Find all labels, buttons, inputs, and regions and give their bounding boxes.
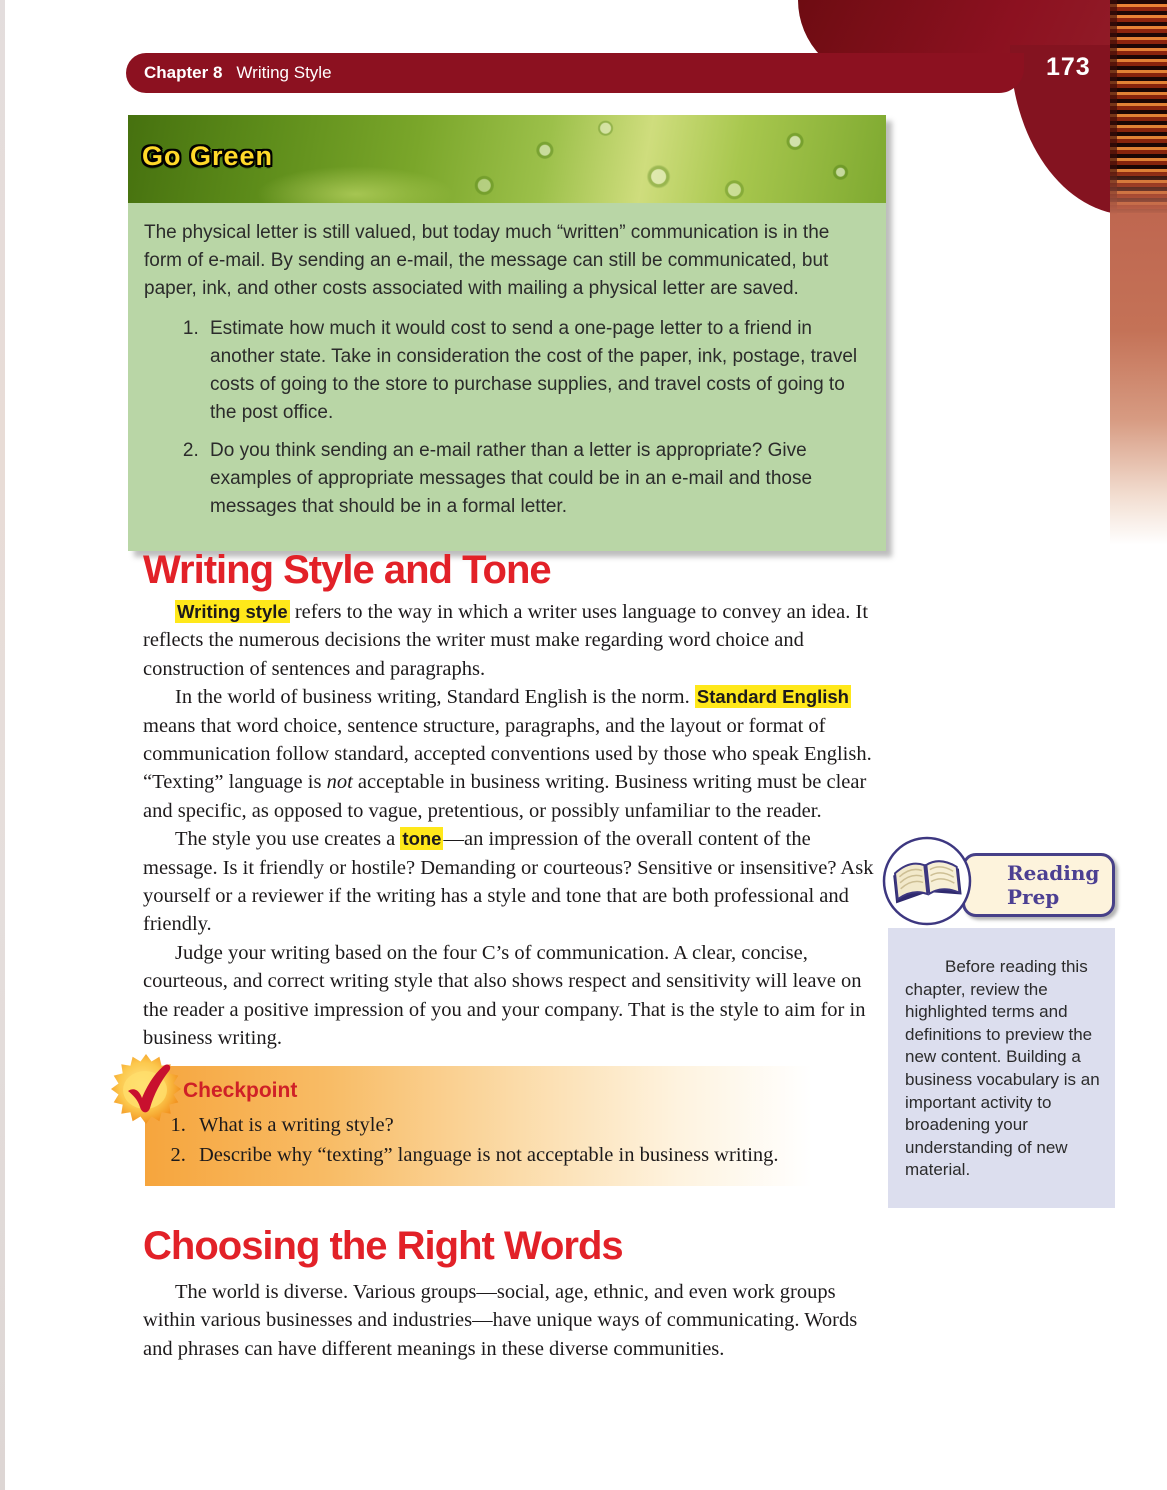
checkpoint-label: Checkpoint (183, 1079, 298, 1102)
italic-not: not (326, 771, 353, 794)
paragraph-3-text-b: —an impression of the overall content of the message. Is it friendly or hostile? Demanding or courteous? Sensitive or insensitive? Ask yourself or a reviewer if the writing has a style and tone that are both professional and friendly. (143, 828, 874, 936)
section-heading-choosing-the-right-words: Choosing the Right Words (143, 1224, 623, 1268)
checkpoint-item-1: 1. What is a writing style? (191, 1114, 779, 1137)
building-night-photo (1110, 0, 1167, 215)
section-heading-writing-style-and-tone: Writing Style and Tone (143, 548, 551, 592)
paragraph-2-text-a: In the world of business writing, Standard English is the norm. (175, 686, 695, 709)
key-term-tone: tone (402, 828, 442, 850)
paragraph-2-text-c: acceptable in business writing. Business writing must be clear and specific, as opposed to vague, pretentious, or possibly unfamiliar to the reader. (143, 771, 867, 822)
paragraph-2 (143, 683, 880, 825)
reading-prep-label-line1: Reading (1007, 861, 1100, 885)
reading-prep-label-line2: Prep (1007, 885, 1060, 909)
reading-prep-box (888, 928, 1115, 1208)
checkpoint-box (145, 1066, 886, 1186)
paragraph-3 (143, 825, 880, 939)
go-green-title: Go Green (142, 141, 274, 171)
leaf-droplets-photo (128, 115, 886, 203)
go-green-intro: The physical letter is still valued, but today much “written” communication is in the form of e-mail. By sending an e-mail, the message can still be communicated, but paper, ink, and other costs associated with mailing a physical letter are saved. (144, 222, 830, 299)
paragraph-3-text-a: The style you use creates a (175, 828, 401, 851)
paragraph-1-text: refers to the way in which a writer uses language to convey an idea. It reflects the numerous decisions the writer must make regarding word choice and construction of sentences and paragraphs. (143, 601, 869, 680)
paragraph-4: Judge your writing based on the four C’s of communication. A clear, concise, courteous, and correct writing style that also shows respect and sensitivity will leave on the reader a positive impression of you and your company. That is the style to aim for in business writing. (143, 941, 866, 1050)
paragraph-2-text-b: means that word choice, sentence structure, paragraphs, and the layout or format of communication follow standard, accepted conventions used by those who speak English. “Texting” language is (143, 714, 872, 794)
go-green-list (144, 315, 868, 521)
paragraph-1 (143, 598, 880, 683)
go-green-item-1: 1. Estimate how much it would cost to send a one-page letter to a friend in another state. Take in consideration the cost of the paper, ink, postage, travel costs of going to the store to purchase supplies, and travel costs of going to the post office. (204, 315, 868, 427)
chapter-title: Writing Style (236, 63, 332, 82)
go-green-item-2: 2. Do you think sending an e-mail rather than a letter is appropriate? Give examples of appropriate messages that could be in an e-mail and those messages that should be in a formal letter. (204, 437, 868, 521)
key-term-writing-style: Writing style (177, 601, 288, 622)
reading-prep-tab (962, 853, 1115, 917)
page-number: 173 (1046, 53, 1091, 81)
checkpoint-list (155, 1114, 779, 1174)
page-left-edge (0, 0, 5, 1490)
reading-prep-body: Before reading this chapter, review the highlighted terms and definitions to preview the new content. Building a business vocabulary is an important activity to broadening your understanding of new material. (905, 957, 1100, 1180)
chapter-header-bar (126, 53, 1024, 93)
chapter-label: Chapter 8 (144, 63, 223, 82)
section2-body (143, 1278, 880, 1363)
section2-paragraph-1: The world is diverse. Various groups—social, age, ethnic, and even work groups within various businesses and industries—have unique ways of communicating. Words and phrases can have different meanings in these diverse communities. (143, 1281, 858, 1360)
checkpoint-item-2: 2. Describe why “texting” language is not acceptable in business writing. (191, 1144, 779, 1167)
open-book-icon (880, 834, 974, 928)
right-edge-fade-strip (1110, 215, 1167, 545)
key-term-standard-english: Standard English (696, 686, 849, 708)
go-green-body (128, 203, 886, 551)
go-green-box (128, 115, 886, 551)
section1-body (143, 598, 880, 1053)
